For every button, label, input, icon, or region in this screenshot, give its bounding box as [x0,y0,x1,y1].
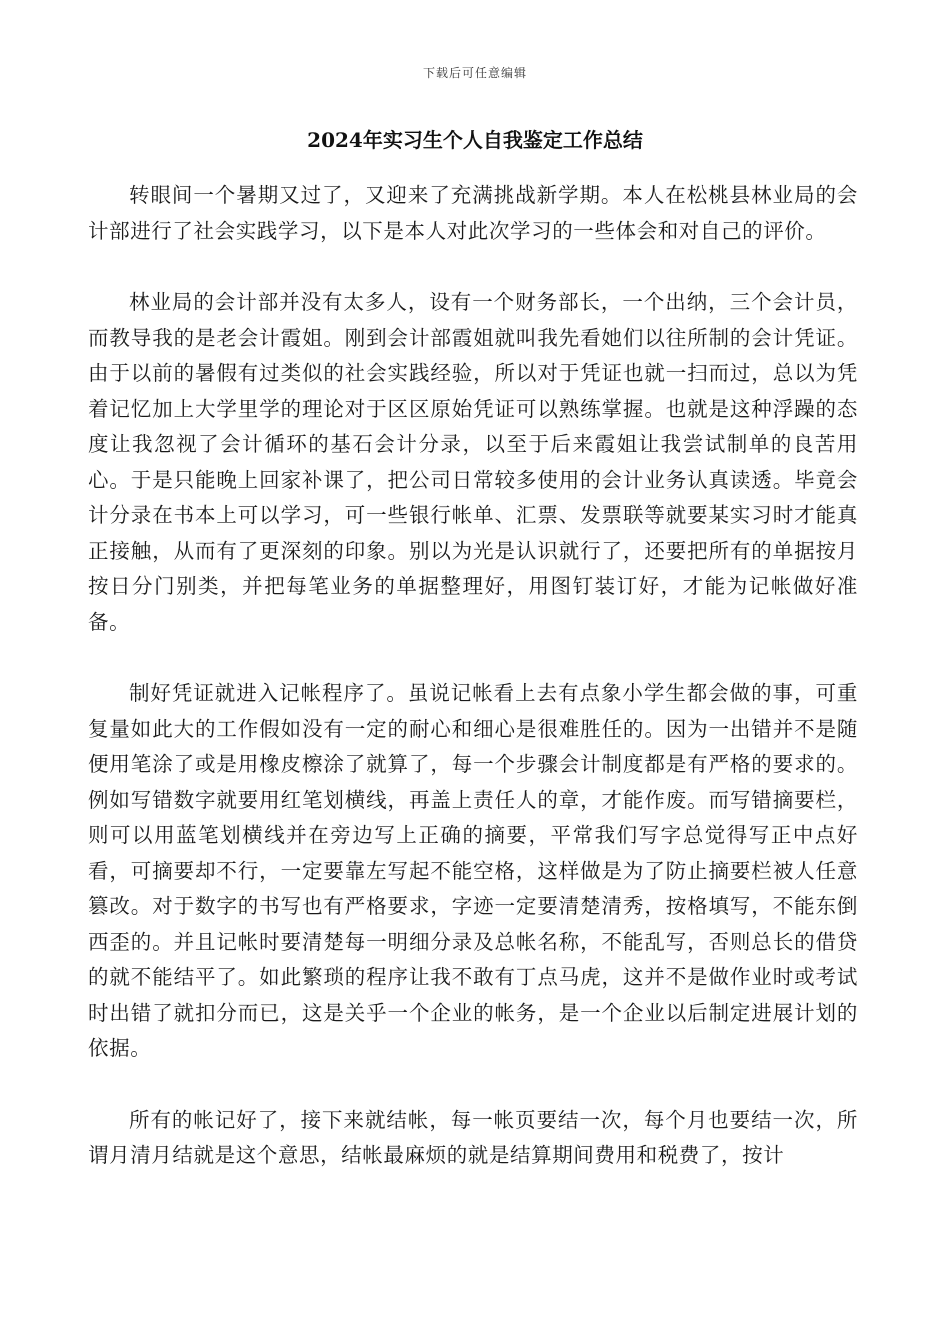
document-title: 2024年实习生个人自我鉴定工作总结 [307,128,643,152]
paragraph: 转眼间一个暑期又过了，又迎来了充满挑战新学期。本人在松桃县林业局的会计部进行了社会实践学习，以下是本人对此次学习的一些体会和对自己的评价。 [88,183,858,243]
document-body [88,178,858,1174]
header-note: 下载后可任意编辑 [422,66,527,80]
paragraph: 所有的帐记好了，接下来就结帐，每一帐页要结一次，每个月也要结一次，所谓月清月结就是这个意思，结帐最麻烦的就是结算期间费用和税费了，按计 [88,1107,858,1167]
paragraph: 林业局的会计部并没有太多人，设有一个财务部长，一个出纳，三个会计员，而教导我的是老会计霞姐。刚到会计部霞姐就叫我先看她们以往所制的会计凭证。由于以前的暑假有过类似的社会实践经验，所以对于凭证也就一扫而过，总以为凭着记忆加上大学里学的理论对于区区原始凭证可以熟练掌握。也就是这种浮躁的态度让我忽视了会计循环的基石会计分录，以至于后来霞姐让我尝试制单的良苦用心。于是只能晚上回家补课了，把公司日常较多使用的会计业务认真读透。毕竟会计分录在书本上可以学习，可一些银行帐单、汇票、发票联等就要某实习时才能真正接触，从而有了更深刻的印象。别以为光是认识就行了，还要把所有的单据按月按日分门别类，并把每笔业务的单据整理好，用图钉装订好，才能为记帐做好准备。 [88,290,858,634]
paragraph: 制好凭证就进入记帐程序了。虽说记帐看上去有点象小学生都会做的事，可重复量如此大的工作假如没有一定的耐心和细心是很难胜任的。因为一出错并不是随便用笔涂了或是用橡皮檫涂了就算了，每一个步骤会计制度都是有严格的要求的。例如写错数字就要用红笔划横线，再盖上责任人的章，才能作废。而写错摘要栏，则可以用蓝笔划横线并在旁边写上正确的摘要，平常我们写字总觉得写正中点好看，可摘要却不行，一定要靠左写起不能空格，这样做是为了防止摘要栏被人任意篡改。对于数字的书写也有严格要求，字迹一定要清楚清秀，按格填写，不能东倒西歪的。并且记帐时要清楚每一明细分录及总帐名称，不能乱写，否则总长的借贷的就不能结平了。如此繁琐的程序让我不敢有丁点马虎，这并不是做作业时或考试时出错了就扣分而已，这是关乎一个企业的帐务，是一个企业以后制定进展计划的依据。 [88,681,858,1060]
